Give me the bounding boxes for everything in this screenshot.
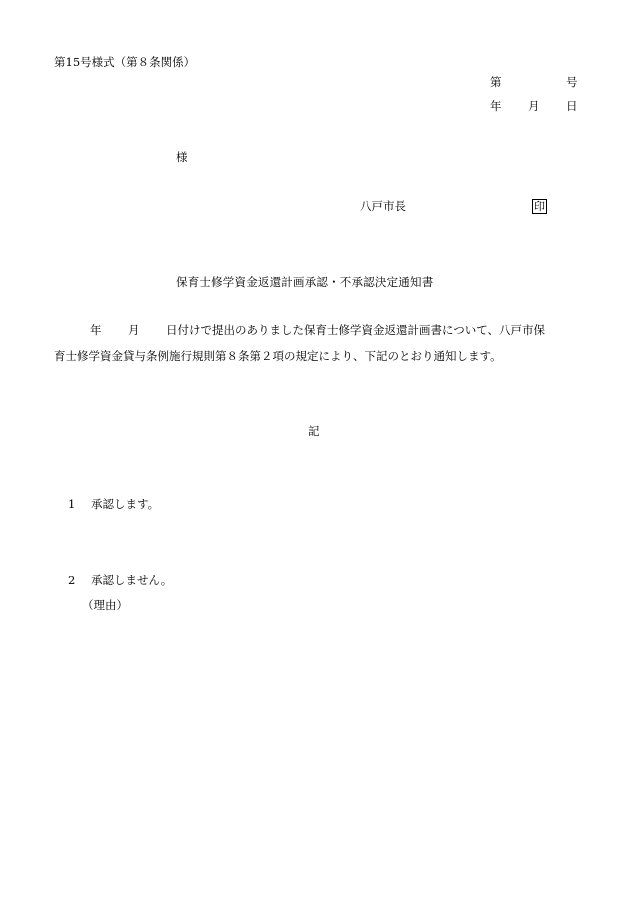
body-year-label: 年 xyxy=(90,323,102,337)
reason-label: （理由） xyxy=(82,598,128,612)
body-month-label: 月 xyxy=(128,323,140,337)
date-day-label: 日 xyxy=(566,99,578,113)
date-year-label: 年 xyxy=(490,99,502,113)
body-text-line-2: 育士修学資金貸与条例施行規則第８条第２項の規定により、下記のとおり通知します。 xyxy=(54,349,502,363)
date-month-label: 月 xyxy=(528,99,540,113)
seal-mark: 印 xyxy=(534,200,545,213)
notes-heading: 記 xyxy=(308,424,320,438)
body-text-line-1: 日付けで提出のありました保育士修学資金返還計画書について、八戸市保 xyxy=(166,323,546,337)
document-title: 保育士修学資金返還計画承認・不承認決定通知書 xyxy=(176,275,434,289)
issuer-title: 八戸市長 xyxy=(360,199,406,213)
document-number-suffix: 号 xyxy=(566,75,578,89)
item-number-1: 1 xyxy=(68,497,76,511)
item-text-disapprove: 承認しません。 xyxy=(91,573,173,587)
item-text-approve: 承認します。 xyxy=(91,497,160,511)
document-number-prefix: 第 xyxy=(490,75,502,89)
item-number-2: 2 xyxy=(68,573,76,587)
addressee-honorific: 様 xyxy=(176,150,188,164)
form-number: 第15号様式（第８条関係） xyxy=(54,55,196,69)
